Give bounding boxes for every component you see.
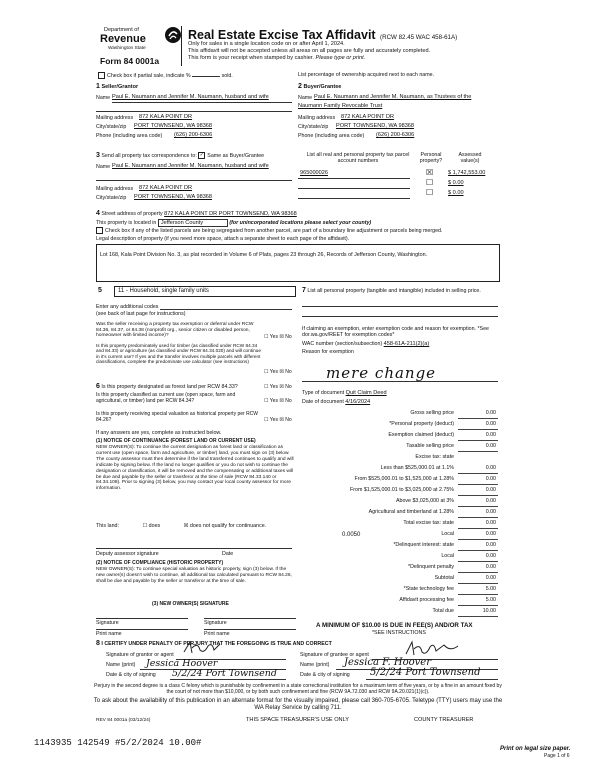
q-exemption: Was the seller receiving a property tax exemption or deferral under RCW 84.36, 84.37, or 84.38 (nonprofit org., senior citizen or disabled person, homeowner with limited income)? — [96, 322, 254, 339]
seller-name[interactable]: Paul E. Naumann and Jennifer M. Naumann, husband and wife — [112, 94, 269, 100]
calc-row: From $1,525,000.01 to $3,025,000 at 2.75% 0.00 — [302, 487, 498, 497]
doc-type[interactable]: Quit Claim Deed — [345, 390, 387, 396]
legal-description-box[interactable] — [96, 244, 500, 282]
certify-heading: 8 I CERTIFY UNDER PENALTY OF PERJURY THAT THE FOREGOING IS TRUE AND CORRECT — [96, 640, 332, 647]
seller-section: 1 Seller/Grantor Name Paul E. Naumann and Jennifer M. Naumann, husband and wife Mailing address 872 KALA POINT DR City/state/zip PORT TOWNSEND, WA 98368 Phone (including area code) (626) 200-6306 — [96, 83, 292, 147]
perjury-notice: Perjury in the second degree is a class C felony which is punishable by confinement in a state correctional institution for a maximum term of five years, or by a fine in an amount fixed by the court of not more than $10,000, or by both such confinement and fine (RCW 9A.72.030 and RCW 9A.20.021(1)(c)). — [94, 683, 502, 695]
calc-row: Excise tax: state — [415, 454, 454, 460]
buyer-phone[interactable]: (626) 200-6306 — [376, 132, 415, 138]
historic-text: NEW OWNER(S): To continue special valuation as historic property, sign (3) below. If the new owner(s) doesn't wish to continue, all additional tax calculated pursuant to RCW 84.26, shall be due and payable by the seller or transferor at the time of sale. — [96, 567, 292, 584]
calc-row: Affidavit processing fee 5.00 — [302, 597, 498, 607]
parcel-row[interactable]: ☐ $ 0.00 — [298, 180, 498, 190]
dor-seal-icon — [164, 26, 182, 46]
correspondence-section: 3 Send all property tax correspondence to: ✓ Same as Buyer/Grantee Name Paul E. Naumann and Jennifer M. Naumann, husband and wife Mailing address 872 KALA POINT DR City/state/zip PORT TOWNSEND, WA 98368 — [96, 152, 292, 208]
form-number: Form 84 0001a — [100, 56, 160, 66]
partial-sale-checkbox[interactable] — [98, 72, 105, 79]
grantor-signature[interactable] — [180, 640, 240, 656]
exemption-reason[interactable]: mere change — [326, 364, 437, 382]
q-historic: Is this property receiving special valuation as historical property per RCW 84.26? — [96, 411, 259, 423]
q-current-use-answer[interactable]: ☐ Yes ☒ No — [264, 398, 292, 404]
calc-row: Gross selling price 0.00 — [302, 410, 498, 420]
buyer-name-line1[interactable]: Paul E. Naumann and Jennifer M. Naumann, as Trustees of the — [314, 94, 472, 100]
header-note2: This affidavit will not be accepted unless all areas on all pages are fully and accurately completed. — [188, 48, 431, 54]
calc-row: Above $3,025,000 at 3% 0.00 — [302, 498, 498, 508]
tax-calculation — [302, 410, 498, 625]
continuance-text: NEW OWNER(S): To continue the current designation as forest land or classification as current use (open space, farm and agriculture, or timber) land, you must sign on (3) below. The county assessor must then determine if the land transferred continues to qualify and will indicate by signing below. If the land no longer qualifies or you do not wish to continue the designation or classification, it will be removed and the compensating or additional taxes will be due and payable by the seller or transferor at the time of sale (RCW 84.33.140 or 84.34.108). Prior to signing (3) below, you may contact your local county assessor for more information. — [96, 445, 294, 492]
header-note3: This form is your receipt when stamped by cashier. Please type or print. — [188, 55, 366, 61]
calc-row: *Personal property (deduct) 0.00 — [302, 421, 498, 431]
grantee-name[interactable]: Jessica F. Hoover — [344, 657, 431, 668]
segregation-note: Check box if any of the listed parcels are being segregated from another parcel, are part of a boundary line adjustment or parcels being merged. — [96, 227, 442, 234]
wac-line: WAC number (section/subsection) 458-61A-211(2)(a) — [302, 341, 430, 347]
exemption-label: If claiming an exemption, enter exemption code and reason for exemption. *See dor.wa.gov/REET for exemption codes* — [302, 326, 489, 339]
parcel-table: List all real and personal property tax parcel account numbers Personal property? Assessed value(s) 965000026 ☒ $ 1,742,553.00 ☐ $ 0.00 ☐ $ 0.00 — [298, 152, 498, 208]
seller-city[interactable]: PORT TOWNSEND, WA 98368 — [134, 123, 213, 129]
county-line: This property is located in Jefferson County (for unincorporated locations please select your county) — [96, 220, 372, 226]
legal-label: Legal description of property (if you need more space, attach a separate sheet to each page of the affidavit). — [96, 236, 350, 242]
personal-property-list: 7 List all personal property (tangible and intangible) included in selling price. — [302, 287, 481, 294]
doc-date[interactable]: 4/16/2024 — [345, 399, 371, 405]
q-exemption-answer[interactable]: ☐ Yes ☒ No — [264, 334, 292, 340]
calc-row: Exemption claimed (deduct) 0.00 — [302, 432, 498, 442]
dept-line1: Department of — [104, 27, 139, 33]
calc-row: Local 0.00 — [302, 553, 498, 563]
seller-phone[interactable]: (626) 200-6306 — [174, 132, 213, 138]
this-land: This land: ☐ does ☒ does not qualify for continuance. — [96, 523, 267, 529]
q-timber-answer[interactable]: ☐ Yes ☒ No — [264, 369, 292, 375]
partial-sale: Check box if partial sale, indicate % sold. — [98, 72, 233, 79]
wac-number[interactable]: 458-61A-211(2)(a) — [383, 341, 430, 347]
page-title: Real Estate Excise Tax Affidavit (RCW 82.45 WAC 458-61A) — [188, 28, 458, 42]
dept-line2: Revenue — [100, 33, 146, 45]
buyer-name-line2[interactable]: Naumann Family Revocable Trust — [298, 103, 383, 109]
calc-row: From $525,000.01 to $1,525,000 at 1.28% 0.00 — [302, 476, 498, 486]
legal-paper-note: Print on legal size paper. — [500, 746, 571, 752]
minimum-note: A MINIMUM OF $10.00 IS DUE IN FEE(S) AND/OR TAX — [316, 622, 473, 629]
same-as-buyer-checkbox[interactable]: ✓ — [199, 152, 204, 159]
rev-number: REV 84 0001a (03/12/24) — [96, 718, 151, 723]
calc-row: *State technology fee 5.00 — [302, 586, 498, 596]
q-forest-answer[interactable]: ☐ Yes ☒ No — [264, 384, 292, 390]
parcel-row[interactable]: 965000026 ☒ $ 1,742,553.00 — [300, 168, 486, 177]
buyer-mailing[interactable]: 872 KALA POINT DR — [341, 114, 395, 120]
alt-format-notice: To ask about the availability of this publication in an alternate format for the visually impaired, please call 360-705-6705. Teletype (TTY) users may use the WA Relay Service by calling 711. — [93, 698, 503, 711]
correspondence-city[interactable]: PORT TOWNSEND, WA 98368 — [134, 194, 213, 200]
county-select[interactable]: Jefferson County — [158, 219, 228, 227]
q-current-use: Is this property classified as current use (open space, farm and agricultural, or timber) land per RCW 84.34? — [96, 392, 236, 404]
grantee-signature[interactable] — [400, 640, 480, 658]
q-historic-answer[interactable]: ☐ Yes ☒ No — [264, 417, 292, 423]
q-forest: 6 Is this property designated as forest land per RCW 84.33? — [96, 383, 238, 390]
section5-number: 5 — [98, 287, 102, 294]
correspondence-mailing[interactable]: 872 KALA POINT DR — [139, 185, 193, 191]
q-timber: Is this property predominately used for timber (as classified under RCW 84.34 and 84.33) or agriculture (as classified under RCW 84.34.020) and will continue in it's current use? If yes and the transfer involves multiple parcels with different classifications, complete the predominate use calculator (see instructions) — [96, 343, 261, 365]
header-note1: Only for sales in a single location code on or after April 1, 2024. — [188, 41, 345, 47]
calc-row: *Delinquent interest: state 0.00 — [302, 542, 498, 552]
page-number: Page 1 of 6 — [544, 753, 570, 759]
calc-row: Total excise tax: state 0.00 — [302, 520, 498, 530]
street-address: 4 Street address of property 872 KALA POINT DR PORT TOWNSEND, WA 98368 — [96, 210, 297, 217]
grantee-date-city[interactable]: 5/2/24 Port Townsend — [370, 667, 481, 678]
calc-row: Taxable selling price 0.00 — [302, 443, 498, 453]
calc-row: Agricultural and timberland at 1.28% 0.00 — [302, 509, 498, 519]
doc-date-line: Date of document 4/16/2024 — [302, 399, 465, 405]
county-treasurer: COUNTY TREASURER — [414, 717, 474, 723]
calc-row: Subtotal 0.00 — [302, 575, 498, 585]
segregation-checkbox[interactable] — [96, 227, 103, 234]
additional-codes-label: Enter any additional codes — [96, 304, 159, 310]
seller-mailing[interactable]: 872 KALA POINT DR — [139, 114, 193, 120]
calc-row: 0.0050 Local 0.00 — [342, 531, 496, 538]
buyer-city[interactable]: PORT TOWNSEND, WA 98368 — [336, 123, 415, 129]
grantor-date-city[interactable]: 5/2/24 Port Townsend — [172, 668, 277, 679]
calc-row: Less than $525,000.01 at 1.1% 0.00 — [302, 465, 498, 475]
treasurer-stamp: 1143935 142549 #5/2/2024 10.00# — [34, 738, 202, 748]
grantor-name[interactable]: Jessica Hoover — [146, 658, 218, 669]
correspondence-name[interactable]: Paul E. Naumann and Jennifer M. Naumann, husband and wife — [112, 163, 269, 169]
land-use-select[interactable]: 11 - Household, single family units — [114, 286, 296, 297]
dept-line3: Washington State — [108, 46, 146, 51]
parcel-row[interactable]: ☐ $ 0.00 — [298, 190, 498, 200]
calc-row: *Delinquent penalty 0.00 — [302, 564, 498, 574]
buyer-section: 2 Buyer/Grantee Name Paul E. Naumann and Jennifer M. Naumann, as Trustees of the Naumann Family Revocable Trust Mailing address 872 KALA POINT DR City/state/zip PORT TOWNSEND, WA 98368 Phone (including area code) (626) 200-6306 — [298, 83, 472, 139]
doc-type-line: Type of document Quit Claim Deed — [302, 390, 466, 396]
calc-row: Total due 10.00 — [302, 608, 498, 618]
percentage-note: List percentage of ownership acquired next to each name. — [298, 72, 435, 78]
treasurer-only: THIS SPACE TREASURER'S USE ONLY — [246, 717, 350, 723]
legal-description: Lot 168, Kala Point Division No. 3, as plat recorded in Volume 6 of Plats, pages 23 through 26, Records of Jefferson County, Washington. — [100, 252, 428, 258]
header-divider — [181, 26, 182, 66]
